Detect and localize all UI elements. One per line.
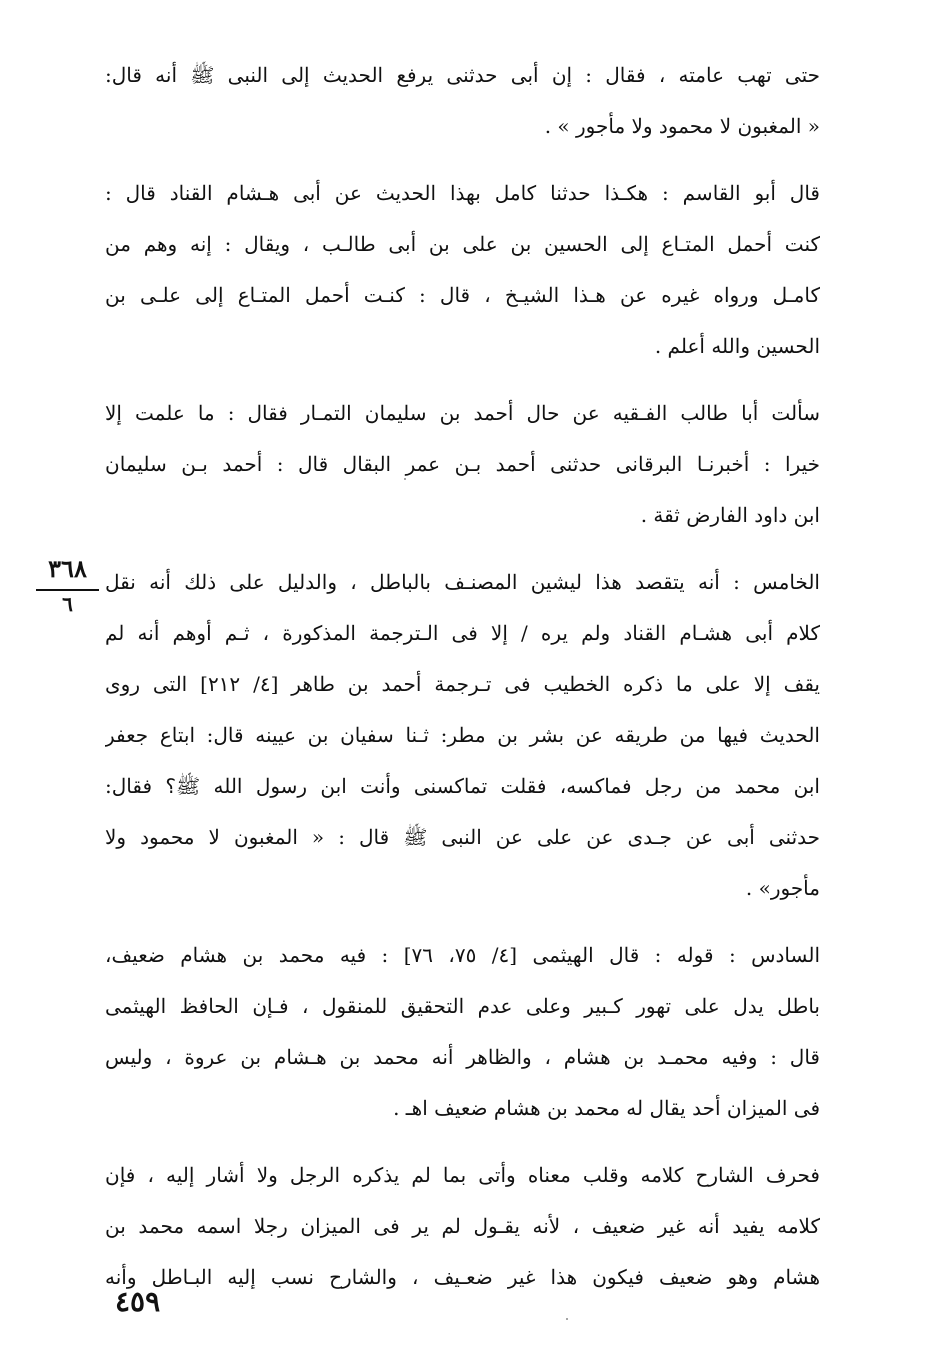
- text-line: كلامه يفيد أنه غير ضعيف ، لأنه يقـول لم ير فى الميزان رجلا اسمه محمد بن: [105, 1214, 820, 1238]
- paragraph-3: [105, 388, 820, 541]
- text-line: فحرف الشارح كلامه وقلب معناه وأتى بما لم يذكره الرجل ولا أشار إليه ، فإن: [105, 1163, 820, 1187]
- paragraph-4: [105, 557, 820, 914]
- page-body: [105, 50, 820, 1319]
- text-line: ابن داود الفارض ثقة .: [640, 503, 820, 527]
- margin-page-reference: [30, 555, 105, 615]
- text-line: حدثنى أبى عن جـدى عن على عن النبى ﷺ قال : « المغبون لا محمود ولا: [105, 825, 820, 849]
- text-line: قال : وفيه محمـد بن هشام ، والظاهر أنه محمد بن هـشام بن عروة ، وليس: [105, 1045, 820, 1069]
- margin-divider: [36, 589, 99, 591]
- text-line: كامـل ورواه غيره عن هـذا الشيـخ ، قال : كنـت أحمل المتـاع إلى علـى بن: [105, 283, 820, 307]
- text-line: حتى تهب عامته ، فقال : إن أبى حدثنى يرفع الحديث إلى النبى ﷺ أنه قال:: [105, 63, 820, 87]
- text-line: هشام وهو ضعيف فيكون هذا غير ضعـيف ، والشارح نسب إليه البـاطل وأنه: [105, 1265, 820, 1289]
- text-line: فى الميزان أحد يقال له محمد بن هشام ضعيف اهـ .: [393, 1096, 820, 1120]
- scan-speck: [404, 478, 406, 480]
- text-line: السادس : قوله : قال الهيثمى [٤/ ٧٥، ٧٦] : فيه محمد بن هشام ضعيف،: [105, 943, 820, 967]
- paragraph-6: [105, 1150, 820, 1303]
- text-line: الحسين والله أعلم .: [654, 334, 820, 358]
- text-line: ابن محمد من رجل فماكسه، فقلت تماكسنى وأنت ابن رسول الله ﷺ؟ فقال:: [105, 774, 820, 798]
- text-line: كنت أحمل المتـاع إلى الحسين بن على بن أبى طالـب ، ويقال : إنه وهم من: [105, 232, 820, 256]
- text-line: باطل يدل على تهور كـبير وعلى عدم التحقيق للمنقول ، فـإن الحافظ الهيثمى: [105, 994, 820, 1018]
- scan-speck: [566, 1318, 568, 1320]
- text-line: الحديث فيها من طريقه عن بشر بن مطر: ثـنا سفيان بن عيينه قال: ابتاع جعفر: [105, 723, 820, 747]
- text-line: « المغبون لا محمود ولا مأجور » .: [544, 114, 820, 138]
- text-line: الخامس : أنه يتقصد هذا ليشين المصنـف بالباطل ، والدليل على ذلك أنه نقل: [105, 570, 820, 594]
- text-line: مأجور» .: [745, 876, 820, 900]
- text-line: كلام أبى هشـام القناد ولم يره / إلا فى الـترجمة المذكورة ، ثـم أوهم أنه لم: [105, 621, 820, 645]
- page-number: ٤٥٩: [115, 1285, 161, 1318]
- paragraph-1: [105, 50, 820, 152]
- margin-reference-top: ٣٦٨: [48, 554, 87, 583]
- text-line: سألت أبا طالب الفـقيه عن حال أحمد بن سليمان التمـار فقال : ما علمت إلا: [105, 401, 820, 425]
- paragraph-2: [105, 168, 820, 372]
- paragraph-5: [105, 930, 820, 1134]
- text-line: خيرا : أخبرنـا البرقانى حدثنى أحمد بـن عمر البقال قال : أحمد بـن سليمان: [105, 452, 820, 476]
- margin-reference-bottom: ٦: [62, 592, 73, 616]
- text-line: يقف إلا على ما ذكره الخطيب فى تـرجمة أحمد بن طاهر [٤/ ٢١٢] التى روى: [105, 672, 820, 696]
- text-line: قال أبو القاسم : هكـذا حدثنا كامل بهذا الحديث عن أبى هـشام القناد قال :: [105, 181, 820, 205]
